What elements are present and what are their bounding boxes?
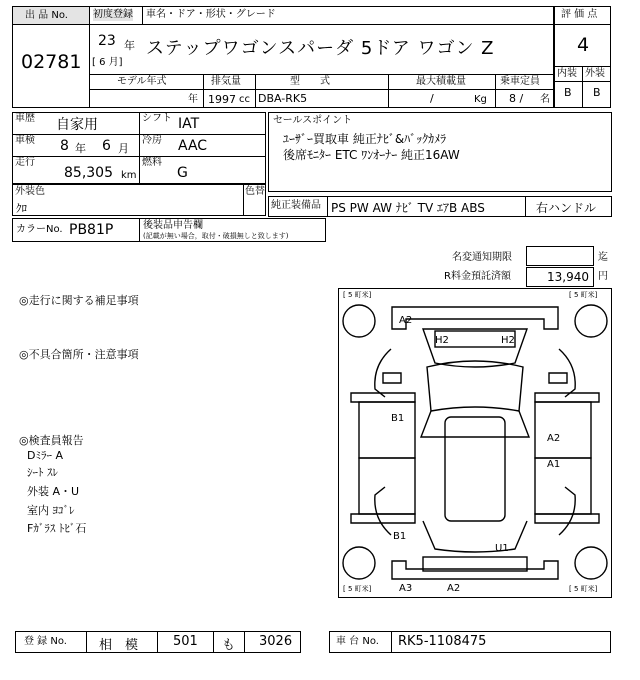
inspection-month: 6 [102, 138, 111, 154]
score-label: 評 価 点 [561, 9, 598, 20]
mileage: 85,305 [64, 165, 113, 181]
divider [89, 24, 554, 25]
exterior-color: ｸﾛ [16, 202, 27, 215]
color-no-block [12, 218, 140, 242]
reg-area: 相 模 [99, 638, 139, 653]
reg-year-unit: 年 [124, 39, 135, 52]
model-year-unit: 年 [188, 94, 198, 105]
sales-points-line1: ﾕｰｻﾞｰ買取車 純正ﾅﾋﾞ&ﾊﾞｯｸｶﾒﾗ [283, 132, 447, 146]
ac-label: 冷房 [142, 135, 162, 146]
divider [255, 74, 256, 108]
exterior-grade: B [593, 86, 601, 99]
ac: AAC [178, 138, 208, 154]
interior-grade: B [564, 86, 572, 99]
damage-label: A3 [399, 583, 413, 594]
reg-year: 23 [98, 33, 116, 49]
lot-no-cell [12, 24, 90, 108]
damage-label: H2 [435, 335, 449, 346]
color-no: PB81P [69, 222, 114, 238]
car-name: ステップワゴンスパーダ 5ドア ワゴン Z [146, 38, 495, 59]
divider [391, 631, 392, 653]
car-outline-svg [339, 289, 611, 597]
recycle-value: 13,940 [547, 270, 589, 284]
sales-points-label: セールスポイント [273, 115, 353, 126]
divider [495, 74, 496, 108]
inspection-label: 車検 [15, 135, 35, 146]
damage-label: B1 [393, 531, 407, 542]
color-change-label: 色替 [245, 186, 265, 197]
first-reg-label: 初度登録 [93, 9, 133, 20]
color-no-label: カラーNo. [16, 224, 63, 235]
reg-no-label: 登 録 No. [24, 636, 67, 647]
inspection-month-unit: 月 [118, 142, 129, 155]
score: 4 [577, 34, 590, 56]
divider [327, 196, 328, 217]
lot-no: 02781 [21, 51, 82, 73]
damage-label: B1 [391, 413, 405, 424]
equipment-items: PS PW AW ﾅﾋﾞ TV ｴｱB ABS [331, 201, 485, 215]
divider [243, 184, 244, 216]
divider [157, 631, 158, 653]
name-change-value-box [526, 246, 594, 266]
divider [388, 74, 389, 108]
capacity-label: 乗車定員 [500, 76, 540, 87]
inspector-line: Fｶﾞﾗｽ ﾄﾋﾞ石 [27, 522, 87, 535]
inspector-line: 外装 A・U [27, 485, 80, 498]
history-label: 車歴 [15, 113, 35, 124]
lot-no-label: 出 品 No. [25, 10, 68, 21]
divider [554, 24, 611, 25]
name-change-label: 名変通知期限 [452, 252, 512, 263]
inspector-line: 室内 ﾖｺﾞﾚ [27, 504, 75, 517]
chassis-no-label: 車 台 No. [336, 636, 379, 647]
chassis-no: RK5-1108475 [398, 634, 487, 649]
lot-no-label-cell [12, 6, 90, 25]
sales-points-line2: 後席ﾓﾆﾀｰ ETC ﾜﾝｵｰﾅｰ 純正16AW [283, 148, 460, 162]
displacement-label: 排気量 [211, 76, 241, 87]
aftermarket-block [139, 218, 326, 242]
inspector-report-label: ◎検査員報告 [19, 434, 84, 447]
fuel: G [177, 165, 188, 181]
damage-label: A2 [547, 433, 561, 444]
max-load-label: 最大積載量 [416, 76, 466, 87]
displacement: 1997 [208, 93, 236, 106]
recycle-label: R料金預託済額 [444, 271, 511, 282]
mileage-label: 走行 [15, 157, 35, 168]
reg-kana: も [222, 638, 236, 653]
defects-notes-label: ◎不具合箇所・注意事項 [19, 348, 139, 361]
sales-points-block [268, 112, 612, 192]
driving-notes-label: ◎走行に関する補足事項 [19, 294, 139, 307]
damage-label: A1 [547, 459, 561, 470]
displacement-unit: cc [239, 94, 250, 105]
history: 自家用 [56, 117, 98, 133]
divider [582, 66, 583, 108]
reg-number: 3026 [259, 634, 293, 649]
shift-label: シフト [142, 113, 172, 124]
name-change-unit: 迄 [598, 252, 608, 263]
reg-month: [ 6 月] [92, 57, 123, 68]
divider [525, 196, 526, 217]
reg-class: 501 [173, 634, 198, 649]
divider [142, 6, 143, 24]
steering: 右ハンドル [536, 201, 597, 215]
exterior-label: 外装 [585, 68, 605, 79]
model-year-label: モデル年式 [117, 76, 167, 87]
shift: IAT [178, 116, 200, 132]
interior-label: 内装 [557, 68, 577, 79]
recycle-value-box [526, 267, 594, 287]
capacity-unit: 名 [540, 94, 550, 105]
inspection-year: 8 [60, 138, 69, 154]
divider [89, 74, 554, 75]
equipment-label: 純正装備品 [271, 200, 321, 211]
divider [89, 89, 554, 90]
inspector-line: ｼｰﾄ ｽﾚ [27, 466, 58, 479]
damage-diagram [338, 288, 612, 598]
aftermarket-note: (記載が無い場合，取付・破損無しと致します) [143, 232, 289, 240]
damage-label: A2 [447, 583, 461, 594]
corner-label: [ 5 町米] [343, 291, 372, 299]
max-load-unit: Kg [474, 94, 487, 105]
inspection-year-unit: 年 [75, 142, 86, 155]
exterior-color-block [12, 184, 266, 216]
damage-label: H2 [501, 335, 515, 346]
model-label: 型 式 [290, 76, 330, 87]
divider [86, 631, 87, 653]
divider [213, 631, 214, 653]
model-code: DBA-RK5 [258, 92, 308, 105]
corner-label: [ 5 町米] [569, 585, 598, 593]
exterior-color-label: 外装色 [15, 186, 45, 197]
divider [139, 112, 140, 184]
divider [244, 631, 245, 653]
fuel-label: 燃料 [142, 157, 162, 168]
mileage-unit: km [121, 170, 137, 181]
recycle-unit: 円 [598, 271, 608, 282]
capacity: 8 / [509, 92, 524, 105]
damage-label: A2 [399, 315, 413, 326]
max-load: / [430, 92, 434, 105]
divider [203, 74, 204, 108]
corner-label: [ 5 町米] [569, 291, 598, 299]
aftermarket-label: 後装品申告欄 [143, 220, 203, 231]
inspector-line: Dﾐﾗｰ A [27, 449, 63, 462]
corner-label: [ 5 町米] [343, 585, 372, 593]
carname-label: 車名・ドア・形状・グレード [146, 9, 276, 20]
damage-label: U1 [495, 543, 509, 554]
